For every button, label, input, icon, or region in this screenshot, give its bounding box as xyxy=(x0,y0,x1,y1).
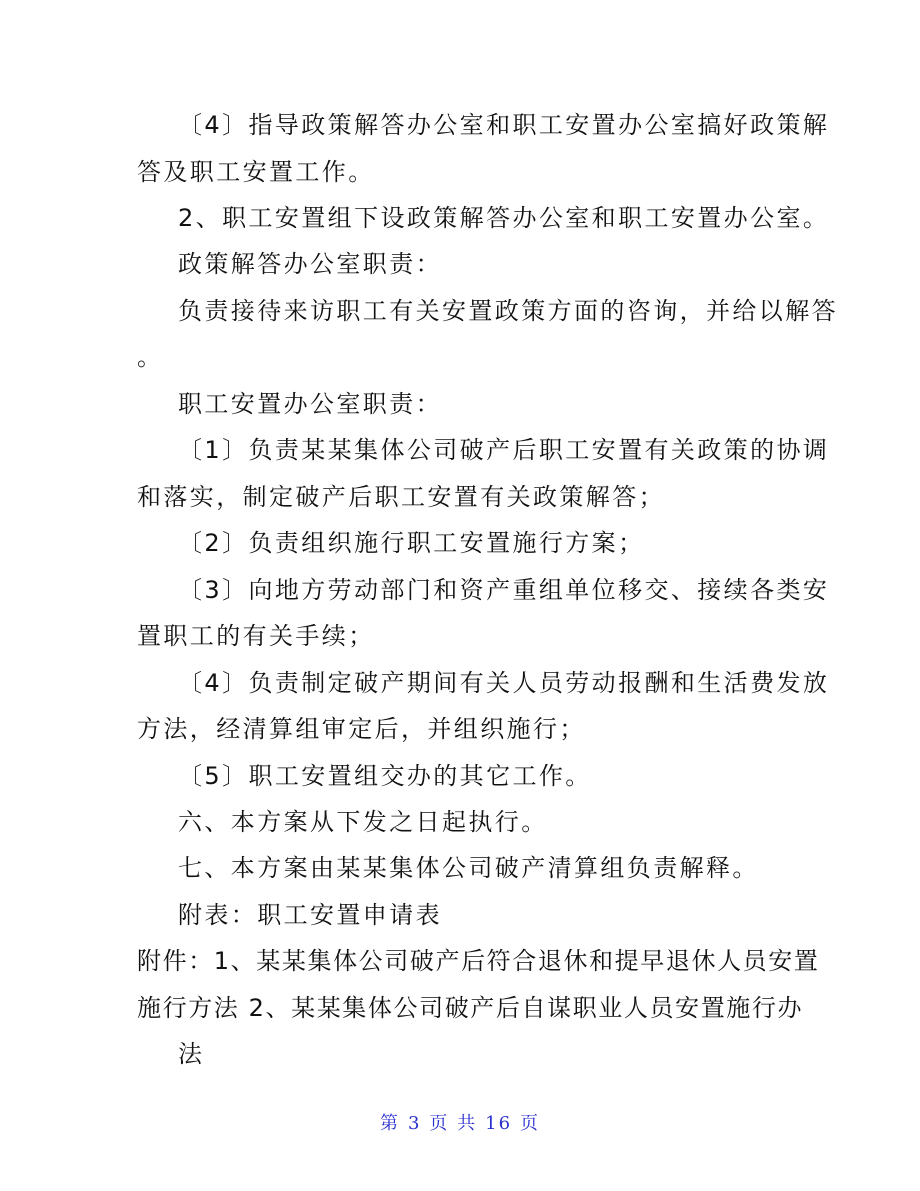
paragraph-line: 〔3〕向地方劳动部门和资产重组单位移交、接续各类安 xyxy=(178,576,830,604)
paragraph-line: 方法，经清算组审定后，并组织施行； xyxy=(137,715,586,743)
paragraph-line: 〔1〕负责某某集体公司破产后职工安置有关政策的协调 xyxy=(178,436,830,464)
paragraph-line: 六、本方案从下发之日起执行。 xyxy=(178,808,548,836)
paragraph-line: 施行方法 2、某某集体公司破产后自谋职业人员安置施行办 xyxy=(137,994,804,1022)
paragraph-line: 。 xyxy=(137,343,164,371)
paragraph-line: 负责接待来访职工有关安置政策方面的咨询，并给以解答 xyxy=(178,297,838,325)
paragraph-line: 附件：1、某某集体公司破产后符合退休和提早退休人员安置 xyxy=(137,947,820,975)
paragraph-line: 职工安置办公室职责： xyxy=(178,390,442,418)
current-page-number: 3 xyxy=(407,1113,422,1134)
paragraph-line: 2、职工安置组下设政策解答办公室和职工安置办公室。 xyxy=(178,204,830,232)
page-label-mid: 页 共 xyxy=(429,1113,478,1134)
paragraph-line: 法 xyxy=(178,1040,205,1068)
paragraph-line: 答及职工安置工作。 xyxy=(137,158,375,186)
page-label-suffix: 页 xyxy=(520,1113,541,1134)
paragraph-line: 〔5〕职工安置组交办的其它工作。 xyxy=(178,762,592,790)
page-label-prefix: 第 xyxy=(379,1113,400,1134)
paragraph-line: 〔2〕负责组织施行职工安置施行方案； xyxy=(178,529,645,557)
paragraph-line: 附表：职工安置申请表 xyxy=(178,901,442,929)
paragraph-line: 〔4〕负责制定破产期间有关人员劳动报酬和生活费发放 xyxy=(178,669,830,697)
paragraph-line: 〔4〕指导政策解答办公室和职工安置办公室搞好政策解 xyxy=(178,111,830,139)
paragraph-line: 政策解答办公室职责： xyxy=(178,250,442,278)
page-number-footer xyxy=(0,1112,920,1136)
paragraph-line: 和落实，制定破产后职工安置有关政策解答； xyxy=(137,483,665,511)
total-pages-number: 16 xyxy=(485,1113,513,1134)
paragraph-line: 七、本方案由某某集体公司破产清算组负责解释。 xyxy=(178,854,759,882)
paragraph-line: 置职工的有关手续； xyxy=(137,622,375,650)
